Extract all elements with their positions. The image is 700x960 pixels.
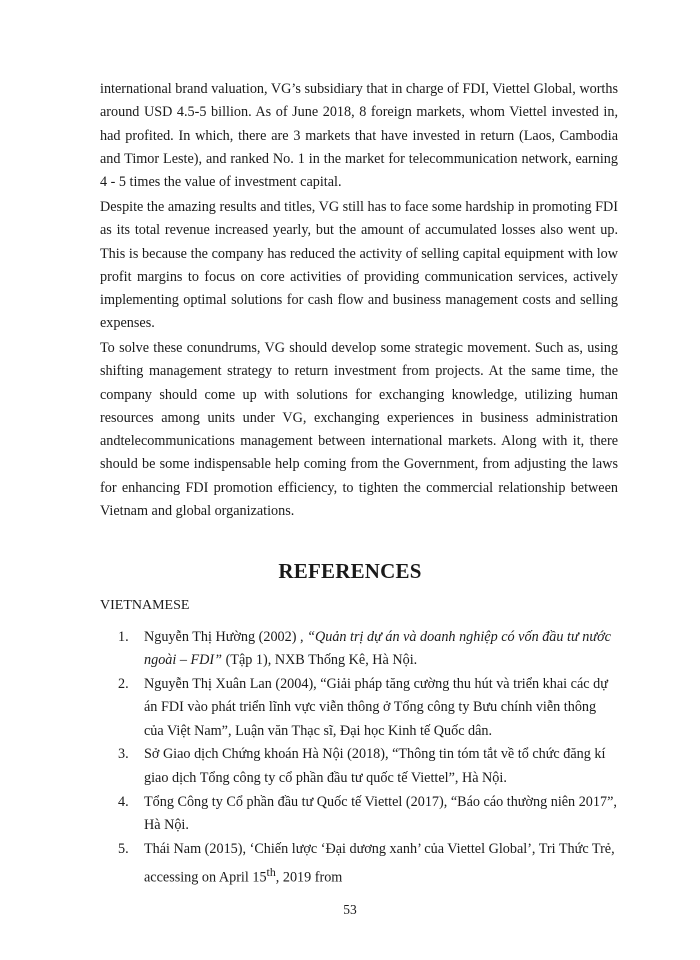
body-paragraph-2: Despite the amazing results and titles, VG still has to face some hardship in promoting FDI as its total revenue increased yearly, but the amount of accumulated losses also went up. This is because the company has reduced the activity of selling capital equipment with low profit margins to focus on core activities of providing communication services, actively implementing optimal solutions for cash flow and business management costs and selling expenses. [100, 199, 618, 332]
reference-item-1 [100, 626, 618, 673]
references-heading: REFERENCES [278, 559, 422, 583]
reference-number: 2. [118, 676, 129, 693]
reference-item-3 [100, 743, 618, 790]
reference-item-5 [100, 838, 618, 890]
reference-item-4 [100, 791, 618, 838]
reference-text: Nguyễn Thị Xuân Lan (2004), “Giải pháp tăng cường thu hút và triển khai các dự án FDI vào phát triển lĩnh vực viễn thông ở Tổng công ty Bưu chính viễn thông của Việt Nam”, Luận văn Thạc sĩ, Đại học Kinh tế Quốc dân. [144, 676, 608, 739]
body-paragraph-3: To solve these conundrums, VG should develop some strategic movement. Such as, using shifting management strategy to return investment from projects. At the same time, the company should come up with solutions for exchanging knowledge, utilizing human resources among units under VG, exchanging experiences in business administration andtelecommunications management between international markets. Along with it, there should be some indispensable help coming from the Government, from adjusting the laws for enhancing FDI promotion efficiency, to tighten the commercial relationship between Vietnam and global organizations. [100, 340, 618, 520]
reference-title: “Quản trị dự án và doanh nghiệp có vốn đầu tư nước ngoài – FDI” [144, 629, 611, 669]
reference-number: 3. [118, 746, 129, 763]
reference-author: Nguyễn Thị Hường (2002) , [144, 629, 308, 645]
reference-number: 5. [118, 840, 129, 857]
reference-text: Thái Nam (2015), ‘Chiến lược ‘Đại dương xanh’ của Viettel Global’, Tri Thức Trẻ, accessing on April 15 [144, 840, 615, 886]
reference-number: 4. [118, 793, 129, 810]
reference-text: Tổng Công ty Cổ phần đầu tư Quốc tế Viettel (2017), “Báo cáo thường niên 2017”, Hà Nội. [144, 793, 617, 833]
reference-text: Sở Giao dịch Chứng khoán Hà Nội (2018), “Thông tin tóm tắt về tổ chức đăng kí giao dịch Tổng công ty cổ phần đầu tư quốc tế Viettel”, Hà Nội. [144, 746, 606, 786]
ordinal-suffix: th [266, 864, 276, 879]
section-label-vietnamese: VIETNAMESE [100, 598, 190, 613]
reference-text-end: , 2019 from [275, 869, 343, 886]
page-number: 53 [343, 902, 357, 917]
reference-details: (Tập 1), NXB Thống Kê, Hà Nội. [222, 652, 418, 669]
reference-number: 1. [118, 629, 129, 645]
body-paragraph-1: international brand valuation, VG’s subsidiary that in charge of FDI, Viettel Global, worths around USD 4.5-5 billion. As of June 2018, 8 foreign markets, whom Viettel invested in, had profited. In which, there are 3 markets that have invested in return (Laos, Cambodia and Timor Leste), and ranked No. 1 in the market for telecommunication network, earning 4 - 5 times the value of investment capital. [100, 81, 618, 191]
references-list [100, 626, 618, 891]
reference-item-2 [100, 673, 618, 743]
